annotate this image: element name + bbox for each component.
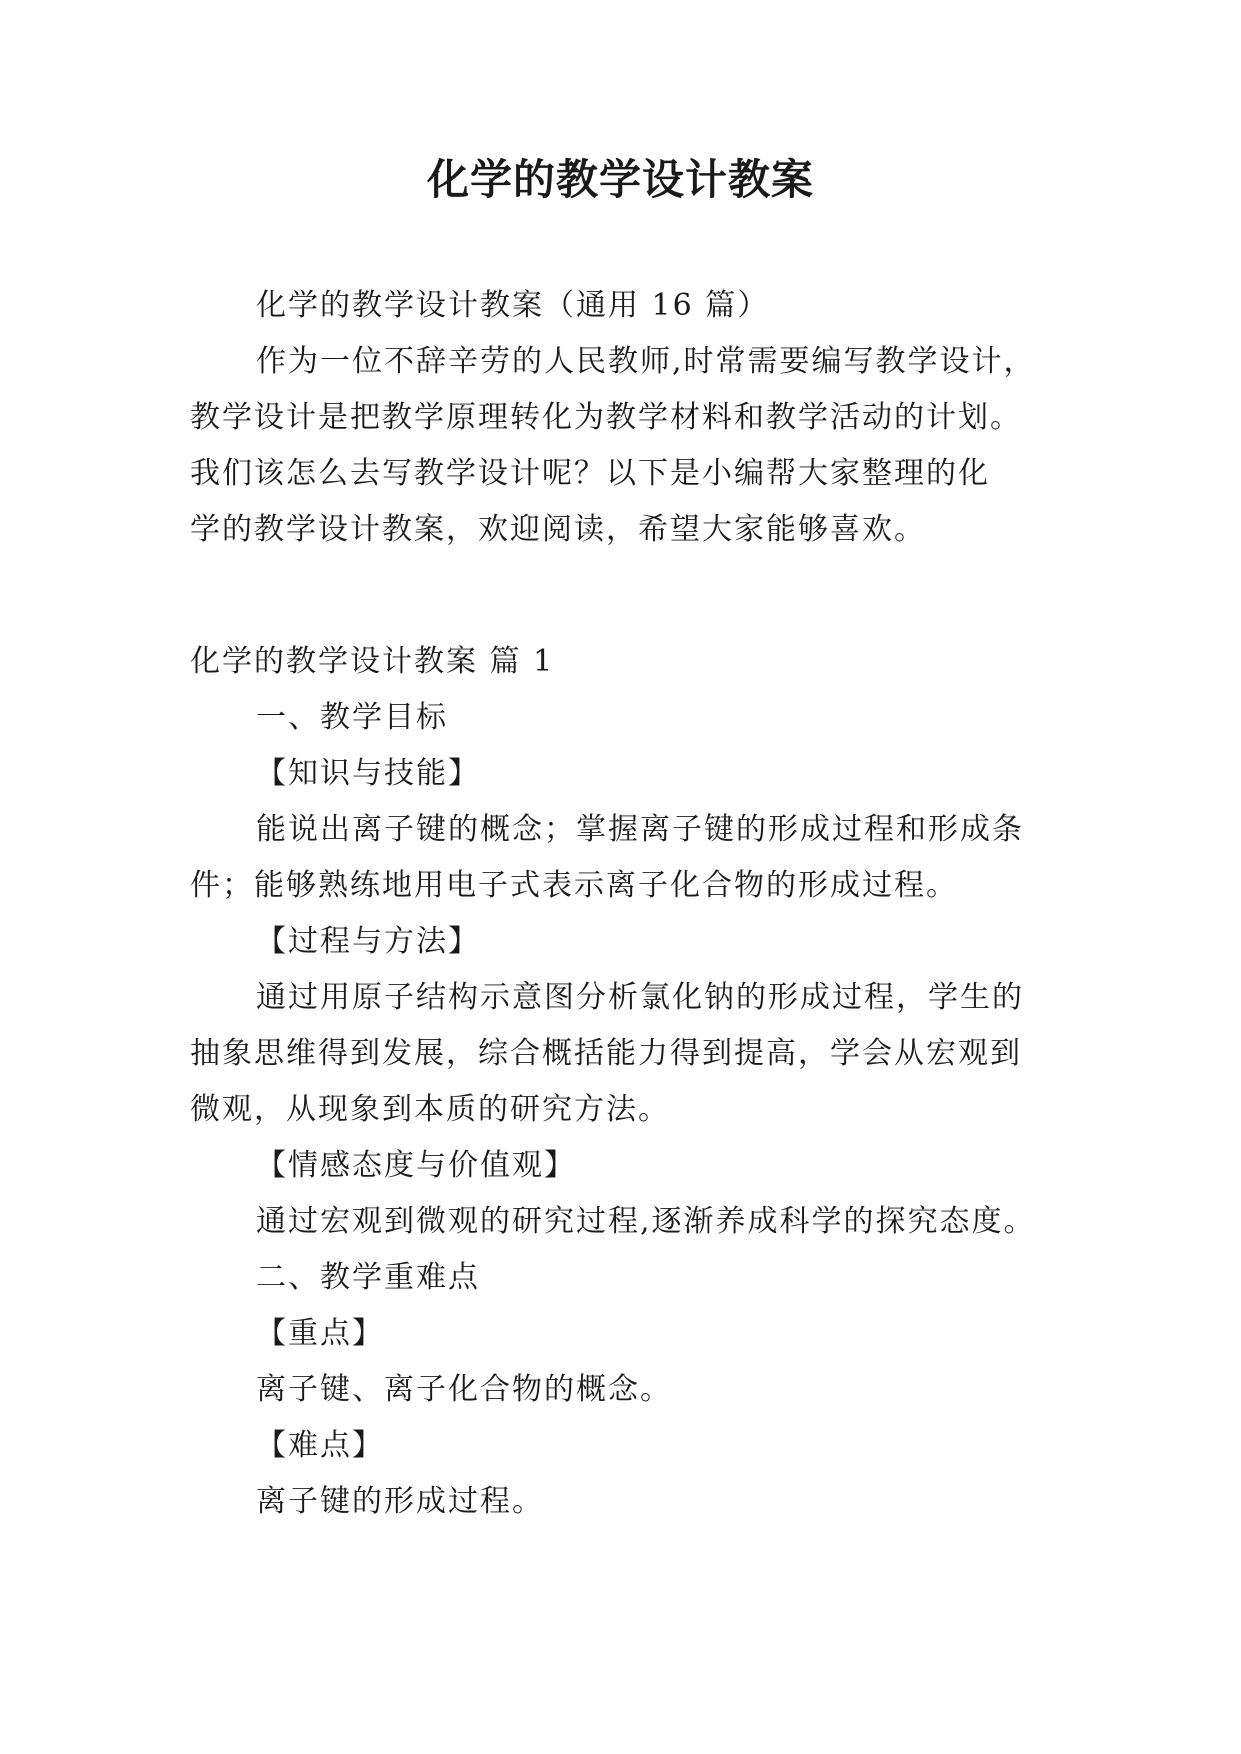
page-title: 化学的教学设计教案 bbox=[426, 155, 814, 204]
intro-line-3: 我们该怎么去写教学设计呢？以下是小编帮大家整理的化 bbox=[190, 456, 990, 491]
section-heading: 化学的教学设计教案 篇 1 bbox=[190, 644, 555, 679]
document-body bbox=[190, 0, 1060, 1754]
difficulty-text: 离子键的形成过程。 bbox=[256, 1484, 544, 1519]
knowledge-line-2: 件；能够熟练地用电子式表示离子化合物的形成过程。 bbox=[190, 868, 958, 903]
keypoints-heading: 二、教学重难点 bbox=[256, 1260, 480, 1295]
process-line-1: 通过用原子结构示意图分析氯化钠的形成过程，学生的 bbox=[256, 980, 1024, 1015]
emotion-text: 通过宏观到微观的研究过程,逐渐养成科学的探究态度。 bbox=[256, 1204, 1036, 1239]
intro-line-1: 作为一位不辞辛劳的人民教师,时常需要编写教学设计， bbox=[256, 344, 1036, 379]
emotion-heading: 【情感态度与价值观】 bbox=[256, 1148, 576, 1183]
process-line-3: 微观，从现象到本质的研究方法。 bbox=[190, 1092, 670, 1127]
intro-line-2: 教学设计是把教学原理转化为教学材料和教学活动的计划。 bbox=[190, 400, 1022, 435]
process-heading: 【过程与方法】 bbox=[256, 924, 480, 959]
objectives-heading: 一、教学目标 bbox=[256, 700, 448, 735]
key-text: 离子键、离子化合物的概念。 bbox=[256, 1372, 672, 1407]
difficulty-heading: 【难点】 bbox=[256, 1428, 384, 1463]
knowledge-heading: 【知识与技能】 bbox=[256, 756, 480, 791]
key-heading: 【重点】 bbox=[256, 1316, 384, 1351]
intro-line-4: 学的教学设计教案，欢迎阅读，希望大家能够喜欢。 bbox=[190, 512, 926, 547]
knowledge-line-1: 能说出离子键的概念；掌握离子键的形成过程和形成条 bbox=[256, 812, 1024, 847]
document-subtitle: 化学的教学设计教案（通用 16 篇） bbox=[256, 288, 770, 323]
process-line-2: 抽象思维得到发展，综合概括能力得到提高，学会从宏观到 bbox=[190, 1036, 1022, 1071]
